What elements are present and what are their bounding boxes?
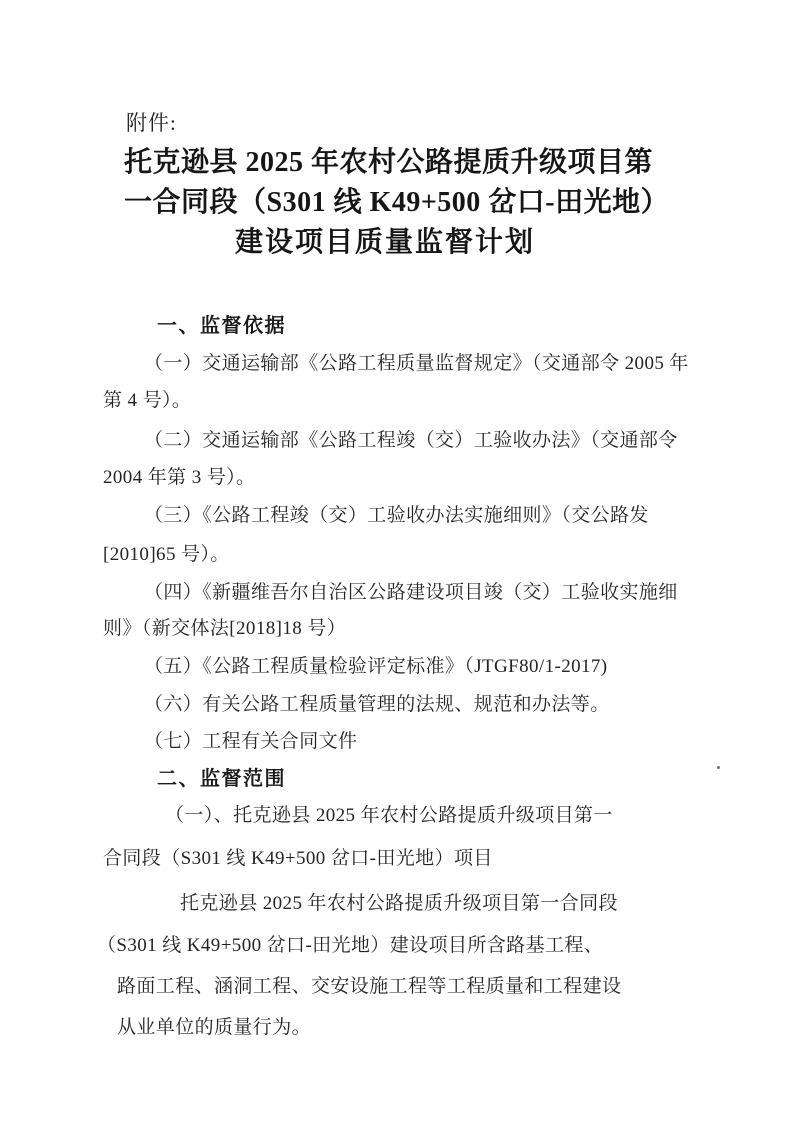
body-line: （S301 线 K49+500 岔口-田光地）建设项目所含路基工程、 (97, 935, 604, 956)
body-line: （七）工程有关合同文件 (144, 731, 358, 752)
body-line: 从业单位的质量行为。 (117, 1017, 312, 1038)
title-line-3: 建设项目质量监督计划 (234, 227, 535, 258)
body-line: 2004 年第 3 号）。 (103, 467, 256, 488)
section-2-heading: 二、监督范围 (157, 768, 286, 790)
body-line: 路面工程、涵洞工程、交安设施工程等工程质量和工程建设 (117, 976, 622, 997)
body-line: （二）交通运输部《公路工程竣（交）工验收办法》（交通部令 (144, 430, 678, 451)
body-line: （四）《新疆维吾尔自治区公路建设项目竣（交）工验收实施细 (144, 582, 678, 603)
body-line: （六）有关公路工程质量管理的法规、规范和办法等。 (144, 694, 610, 715)
body-line: （一）、托克逊县 2025 年农村公路提质升级项目第一 (165, 805, 613, 826)
title-line-2: 一合同段（S301 线 K49+500 岔口-田光地） (124, 187, 670, 218)
body-line: 托克逊县 2025 年农村公路提质升级项目第一合同段 (180, 893, 618, 914)
body-line: （一）交通运输部《公路工程质量监督规定》（交通部令 2005 年 (144, 353, 689, 374)
body-line: [2010]65 号）。 (103, 544, 230, 565)
body-line: 第 4 号）。 (103, 390, 192, 411)
title-line-1: 托克逊县 2025 年农村公路提质升级项目第 (124, 147, 654, 178)
section-1-heading: 一、监督依据 (157, 315, 286, 337)
body-line: （三）《公路工程竣（交）工验收办法实施细则》（交公路发 (144, 505, 649, 526)
body-line: 则》（新交体法[2018]18 号） (103, 618, 347, 639)
scan-speck-artifact (717, 766, 720, 769)
document-title (124, 143, 670, 263)
body-line: （五）《公路工程质量检验评定标准》（JTGF80/1-2017) (144, 656, 608, 677)
body-line: 合同段（S301 线 K49+500 岔口-田光地）项目 (103, 848, 493, 869)
attachment-label: 附件: (126, 111, 177, 135)
